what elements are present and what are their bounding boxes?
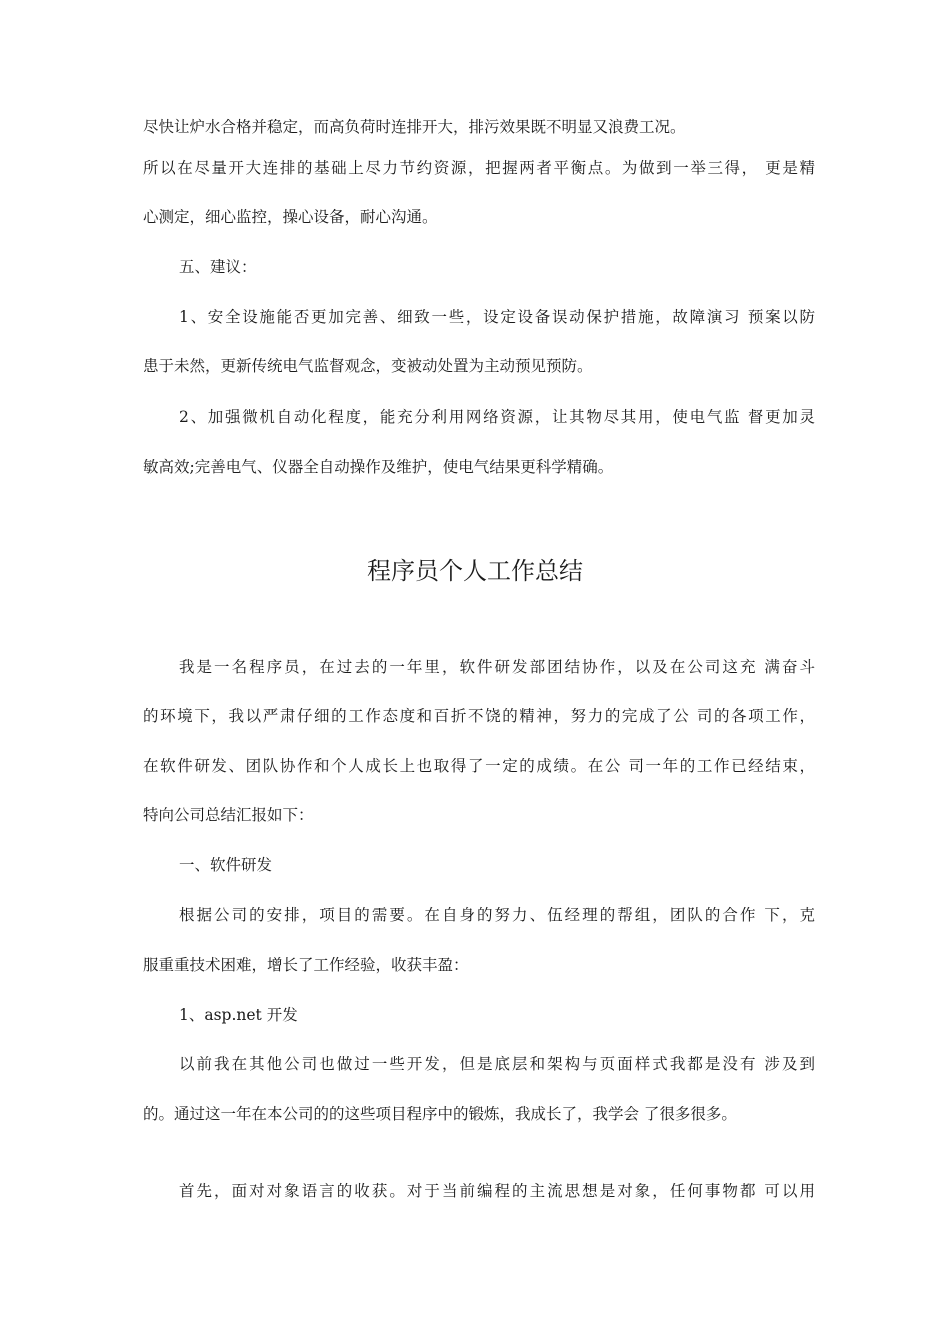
paragraph-line: 患于未然，更新传统电气监督观念，变被动处置为主动预见预防。 bbox=[143, 357, 593, 375]
paragraph-line: 的环境下，我以严肃仔细的工作态度和百折不饶的精神，努力的完成了公 司的各项工作， bbox=[143, 707, 815, 725]
page-title: 程序员个人工作总结 bbox=[367, 557, 583, 585]
paragraph-line: 在软件研发、团队协作和个人成长上也取得了一定的成绩。在公 司一年的工作已经结束， bbox=[143, 757, 815, 775]
paragraph-line: 所以在尽量开大连排的基础上尽力节约资源，把握两者平衡点。为做到一举三得， 更是精 bbox=[143, 159, 815, 177]
paragraph-line: 我是一名程序员，在过去的一年里，软件研发部团结协作，以及在公司这充 满奋斗 bbox=[179, 658, 815, 676]
paragraph-line: 根据公司的安排，项目的需要。在自身的努力、伍经理的帮组，团队的合作 下，克 bbox=[179, 906, 815, 924]
paragraph-line: 心测定，细心监控，操心设备，耐心沟通。 bbox=[143, 208, 438, 226]
paragraph-line: 2、加强微机自动化程度，能充分利用网络资源，让其物尽其用，使电气监 督更加灵 bbox=[179, 408, 815, 426]
paragraph-line: 服重重技术困难，增长了工作经验，收获丰盈： bbox=[143, 956, 469, 974]
paragraph-line: 以前我在其他公司也做过一些开发，但是底层和架构与页面样式我都是没有 涉及到 bbox=[179, 1055, 815, 1073]
subsection-heading: 1、asp.net 开发 bbox=[179, 1006, 298, 1024]
paragraph-line: 特向公司总结汇报如下： bbox=[143, 806, 314, 824]
paragraph-line: 1、安全设施能否更加完善、细致一些，设定设备误动保护措施，故障演习 预案以防 bbox=[179, 308, 815, 326]
paragraph-line: 敏高效;完善电气、仪器全自动操作及维护，使电气结果更科学精确。 bbox=[143, 458, 614, 476]
paragraph-line: 首先，面对对象语言的收获。对于当前编程的主流思想是对象，任何事物都 可以用 bbox=[179, 1182, 815, 1200]
paragraph-line: 尽快让炉水合格并稳定，而高负荷时连排开大，排污效果既不明显又浪费工况。 bbox=[143, 118, 686, 136]
paragraph-line: 的。通过这一年在本公司的的这些项目程序中的锻炼，我成长了，我学会 了很多很多。 bbox=[143, 1105, 737, 1123]
section-heading: 一、软件研发 bbox=[179, 856, 273, 874]
section-heading: 五、建议： bbox=[179, 258, 257, 276]
